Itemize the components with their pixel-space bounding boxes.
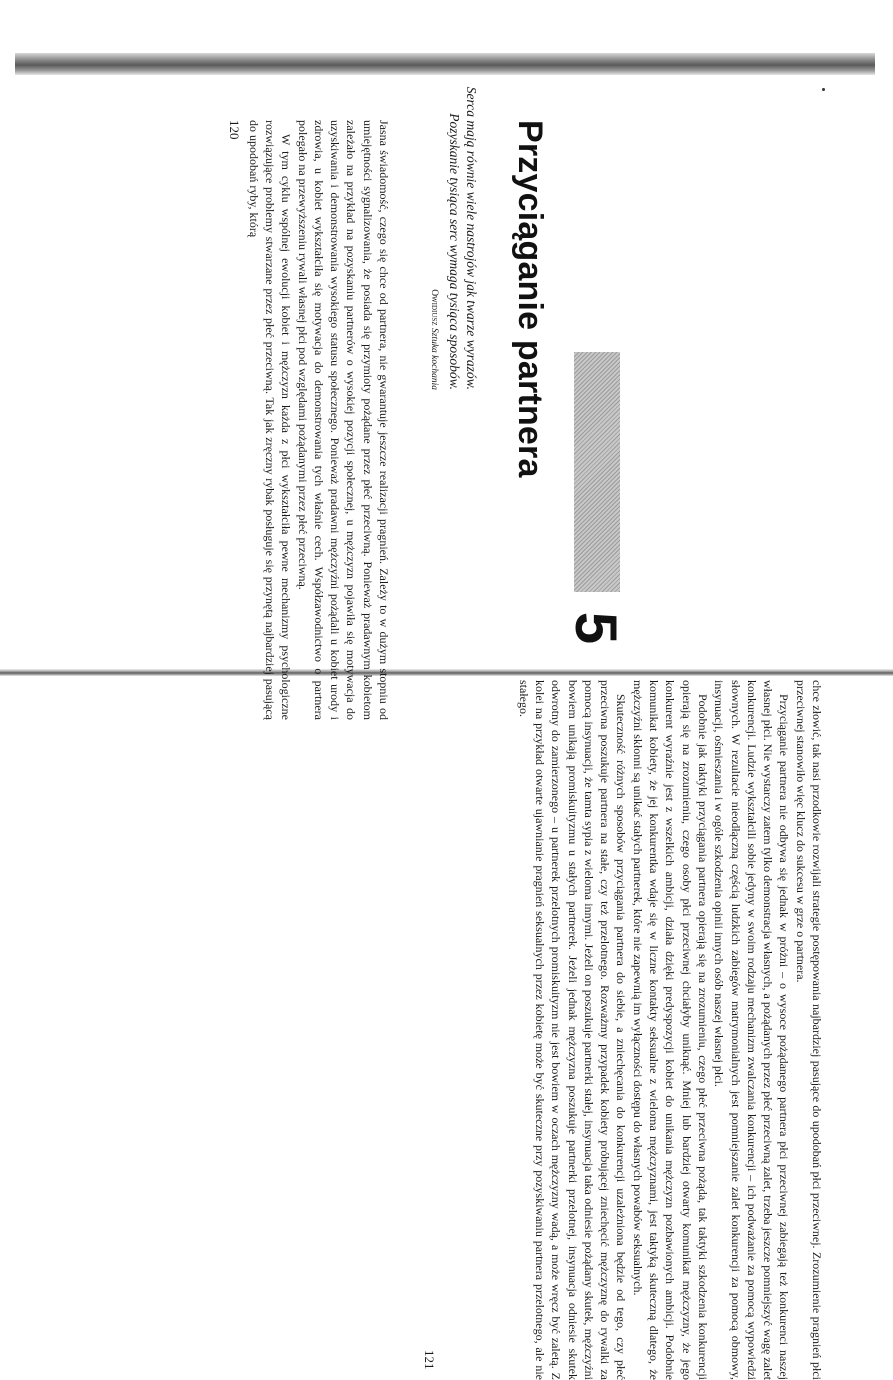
scan-speck [822, 88, 825, 91]
page-number: 121 [422, 1350, 437, 1370]
paragraph: Skuteczność różnych sposobów przyciągania partnera do siebie, a zniechęcania do konkurencji uzależniona będzie od tego, czy płeć przeciwna poszukuje partnera na stałe, czy też przelotnego. Rozważmy przypadek kobiety próbującej zniechęcić mężczyznę do rywalki za pomocą insynuacji, że tamta sypia z wieloma innymi. Jeżeli on poszukuje partnerki stałej, insynuacja taka odniesie pożądany skutek, mężczyźni bowiem unikają promiskuityzmu u stałych partnerek. Jeżeli jednak mężczyzna poszukuje partnerki przelotnej, insynuacja odniesie skutek odwrotny do zamierzonego – u partnerek przelotnych promiskuityzm nie jest bowiem w oczach mężczyzny wadą, a może wręcz być zaletą. Z kolei na przykład otwarte ujawnianie pragnień seksualnych przez kobietę może być skuteczne przy pozyskiwaniu partnera przelotnego, ale nie stałego. [516, 680, 629, 1380]
paragraph: Przyciąganie partnera nie odbywa się jednak w próżni – o wysoce pożądanego partnera płci przeciwnej zabiegają też konkurenci naszej własnej płci. Nie wystarczy zatem tylko demonstracja własnych, a pożądanych przez płeć przeciwną zalet, trzeba jeszcze pomniejszyć wagę zalet konkurencji. Ludzie wykształcili sobie jedyny w swoim rodzaju mechanizm zwalczania konkurencji – ich podważanie za pomocą wypowiedzi słownych. W rezultacie nieodłączną częścią ludzkich zabiegów matrymonialnych jest pomniejszanie zalet konkurencji za pomocą obmowy, insynuacji, ośmieszania i w ogóle szkodzenia opinii innych osób naszej własnej płci. [712, 680, 792, 1380]
epigraph-source [428, 0, 440, 390]
book-fold [0, 669, 893, 676]
epigraph-author: Owidiusz [429, 289, 439, 326]
paragraph: Podobnie jak taktyki przyciągania partnera opierają się na zrozumieniu, czego płeć przeciwna pożąda, tak taktyki szkodzenia konkurencji opierają się na zrozumieniu, czego osoby płci przeciwnej chciałyby uniknąć. Mniej lub bardziej otwarty komunikat mężczyzny, że jego konkurent wyraźnie jest z wszelkich ambicji, działa dzięki predyspozycji kobiet do unikania mężczyzn pozbawionych ambicji. Podobnie komunikat kobiety, że jej konkurentka wdaje się w liczne kontakty seksualne z wieloma mężczyznami, jest taktyką skuteczną dlatego, że mężczyźni skłonni są unikać stałych partnerek, które nie zapewnią im wyłączności dostępu do własnych powabów seksualnych. [630, 680, 710, 1380]
page-number: 120 [227, 120, 242, 140]
epigraph-line-2: Pozyskanie tysiąca serc wymaga tysiąca sposobów. [447, 113, 462, 390]
epigraph [428, 0, 480, 390]
epigraph-work: Sztuka kochania [429, 327, 439, 390]
body-text [515, 680, 825, 1380]
body-text [245, 120, 392, 720]
paragraph: Jasna świadomość, czego się chce od partnera, nie gwarantuje jeszcze realizacji pragnień. Zależy to w dużym stopniu od umiejętności sygnalizowania, że posiada się przymioty pożądane przez płeć przeciwną. Ponieważ pradawnym kobietom zależało na przykład na pozyskaniu partnerów o wysokiej pozycji społecznej, u mężczyzn pojawiła się motywacja do uzyskiwania i demonstrowania wysokiego statusu społecznego. Ponieważ pradawni mężczyźni pożądali u kobiet urody i zdrowia, u kobiet wykształciła się motywacja do demonstrowania tych właśnie cech. Współzawodnictwo o partnera polegało na przewyższeniu rywali własnej płci pod względami pożądanymi przez płeć przeciwną. [295, 120, 391, 720]
chapter-number: 5 [563, 611, 628, 645]
chapter-bar [574, 352, 620, 592]
page-120 [0, 86, 630, 720]
paragraph: chce złowić, tak nasi przodkowie rozwijali strategie postępowania najbardziej pasujące do upodobań płci przeciwnej. Zrozumienie pragnień płci przeciwnej stanowiło więc klucz do sukcesu w grze o partnera. [793, 680, 824, 1380]
page-121 [95, 680, 825, 1380]
epigraph-line-1: Serca mają równie wiele nastrojów jak twarze wyrazów. [464, 86, 479, 390]
chapter-title: Przyciąganie partnera [511, 120, 549, 478]
paragraph: W tym cyklu wspólnej ewolucji kobiet i mężczyzn każda z płci wykształciła pewne mechanizmy psychologiczne rozwiązujące problemy stwarzane przez płeć przeciwną. Tak jak zręczny rybak posługuje się przynętą najbardziej pasującą do upodobań ryby, którą [246, 120, 294, 720]
